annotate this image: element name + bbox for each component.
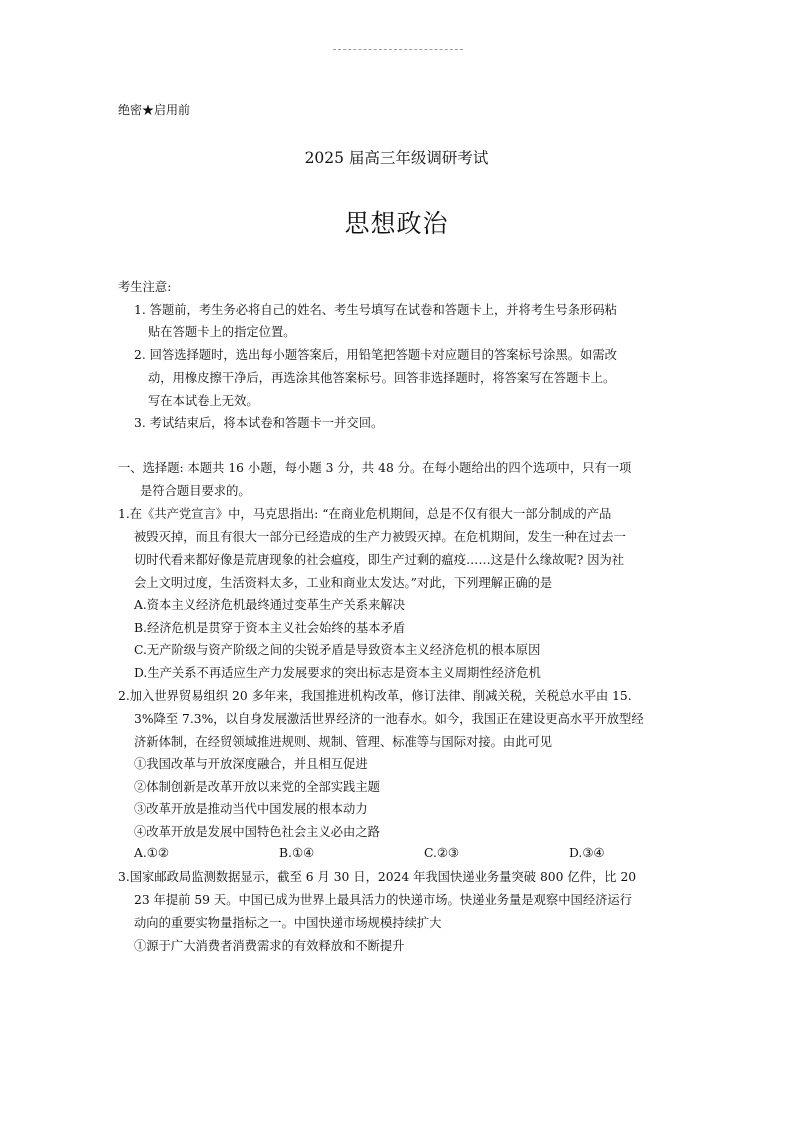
q1-option-b: B.经济危机是贯穿于资本主义社会始终的基本矛盾	[134, 621, 406, 635]
header-rule	[333, 49, 463, 50]
q3-stem-line: 3.国家邮政局监测数据显示，截至 6 月 30 日，2024 年我国快递业务量突破 800 亿件，比 20	[118, 870, 637, 884]
notice-line: 贴在答题卡上的指定位置。	[148, 325, 296, 339]
notice-line: 1. 答题前，考生务必将自己的姓名、考生号填写在试卷和答题卡上，并将考生号条形码粘	[134, 303, 617, 317]
section-heading: 一、选择题: 本题共 16 小题，每小题 3 分，共 48 分。在每小题给出的四个选项中，只有一项	[118, 461, 632, 475]
q2-option-a: A.①②	[134, 846, 169, 860]
q2-statement: ①我国改革与开放深度融合，并且相互促进	[134, 757, 368, 771]
notice-heading: 考生注意:	[118, 280, 172, 294]
subject-title: 思想政治	[344, 209, 449, 238]
q1-stem-line: 会上文明过度，生活资料太多，工业和商业太发达。”对此，下列理解正确的是	[134, 576, 553, 590]
notice-line: 动，用橡皮擦干净后，再选涂其他答案标号。回答非选择题时，将答案写在答题卡上。	[148, 371, 616, 385]
secret-label: 绝密★启用前	[118, 103, 191, 117]
q1-option-d: D.生产关系不再适应生产力发展要求的突出标志是资本主义周期性经济危机	[134, 666, 541, 680]
q3-stem-line: 23 年提前 59 天。中国已成为世界上最具活力的快递市场。快递业务量是观察中国经济运行	[134, 893, 633, 907]
q2-statement: ④改革开放是发展中国特色社会主义必由之路	[134, 825, 380, 839]
q2-statement: ②体制创新是改革开放以来党的全部实践主题	[134, 780, 380, 794]
q1-option-c: C.无产阶级与资产阶级之间的尖锐矛盾是导致资本主义经济危机的根本原因	[134, 643, 541, 657]
notice-line: 3. 考试结束后，将本试卷和答题卡一并交回。	[134, 416, 384, 430]
q1-option-a: A.资本主义经济危机最终通过变革生产关系来解决	[134, 598, 406, 612]
q3-statement: ①源于广大消费者消费需求的有效释放和不断提升	[134, 939, 405, 953]
q1-stem-line: 被毁灭掉，而且有很大一部分已经造成的生产力被毁灭掉。在危机期间，发生一种在过去一	[134, 530, 626, 544]
q2-statement: ③改革开放是推动当代中国发展的根本动力	[134, 802, 368, 816]
notice-line: 写在本试卷上无效。	[148, 394, 259, 408]
q2-option-b: B.①④	[279, 846, 314, 860]
section-heading-cont: 是符合题目要求的。	[140, 484, 251, 498]
notice-line: 2. 回答选择题时，选出每小题答案后，用铅笔把答题卡对应题目的答案标号涂黑。如需改	[134, 348, 617, 362]
q3-stem-line: 动向的重要实物量指标之一。中国快递市场规模持续扩大	[134, 916, 442, 930]
q2-option-d: D.③④	[569, 846, 605, 860]
q2-stem-line: 3%降至 7.3%，以自身发展激活世界经济的一池春水。如今，我国正在建设更高水平开放型经	[134, 712, 644, 726]
exam-title: 2025 届高三年级调研考试	[304, 149, 489, 167]
q1-stem-line: 1.在《共产党宣言》中，马克思指出: “在商业危机期间，总是不仅有很大一部分制成的产品	[118, 507, 612, 521]
q2-option-c: C.②③	[424, 846, 459, 860]
q2-stem-line: 2.加入世界贸易组织 20 多年来，我国推进机构改革，修订法律、削减关税，关税总水平由 15.	[118, 689, 632, 703]
q2-stem-line: 济新体制，在经贸领域推进规则、规制、管理、标准等与国际对接。由此可见	[134, 735, 553, 749]
q1-stem-line: 切时代看来都好像是荒唐现象的社会瘟疫，即生产过剩的瘟疫……这是什么缘故呢? 因为社	[134, 553, 625, 567]
